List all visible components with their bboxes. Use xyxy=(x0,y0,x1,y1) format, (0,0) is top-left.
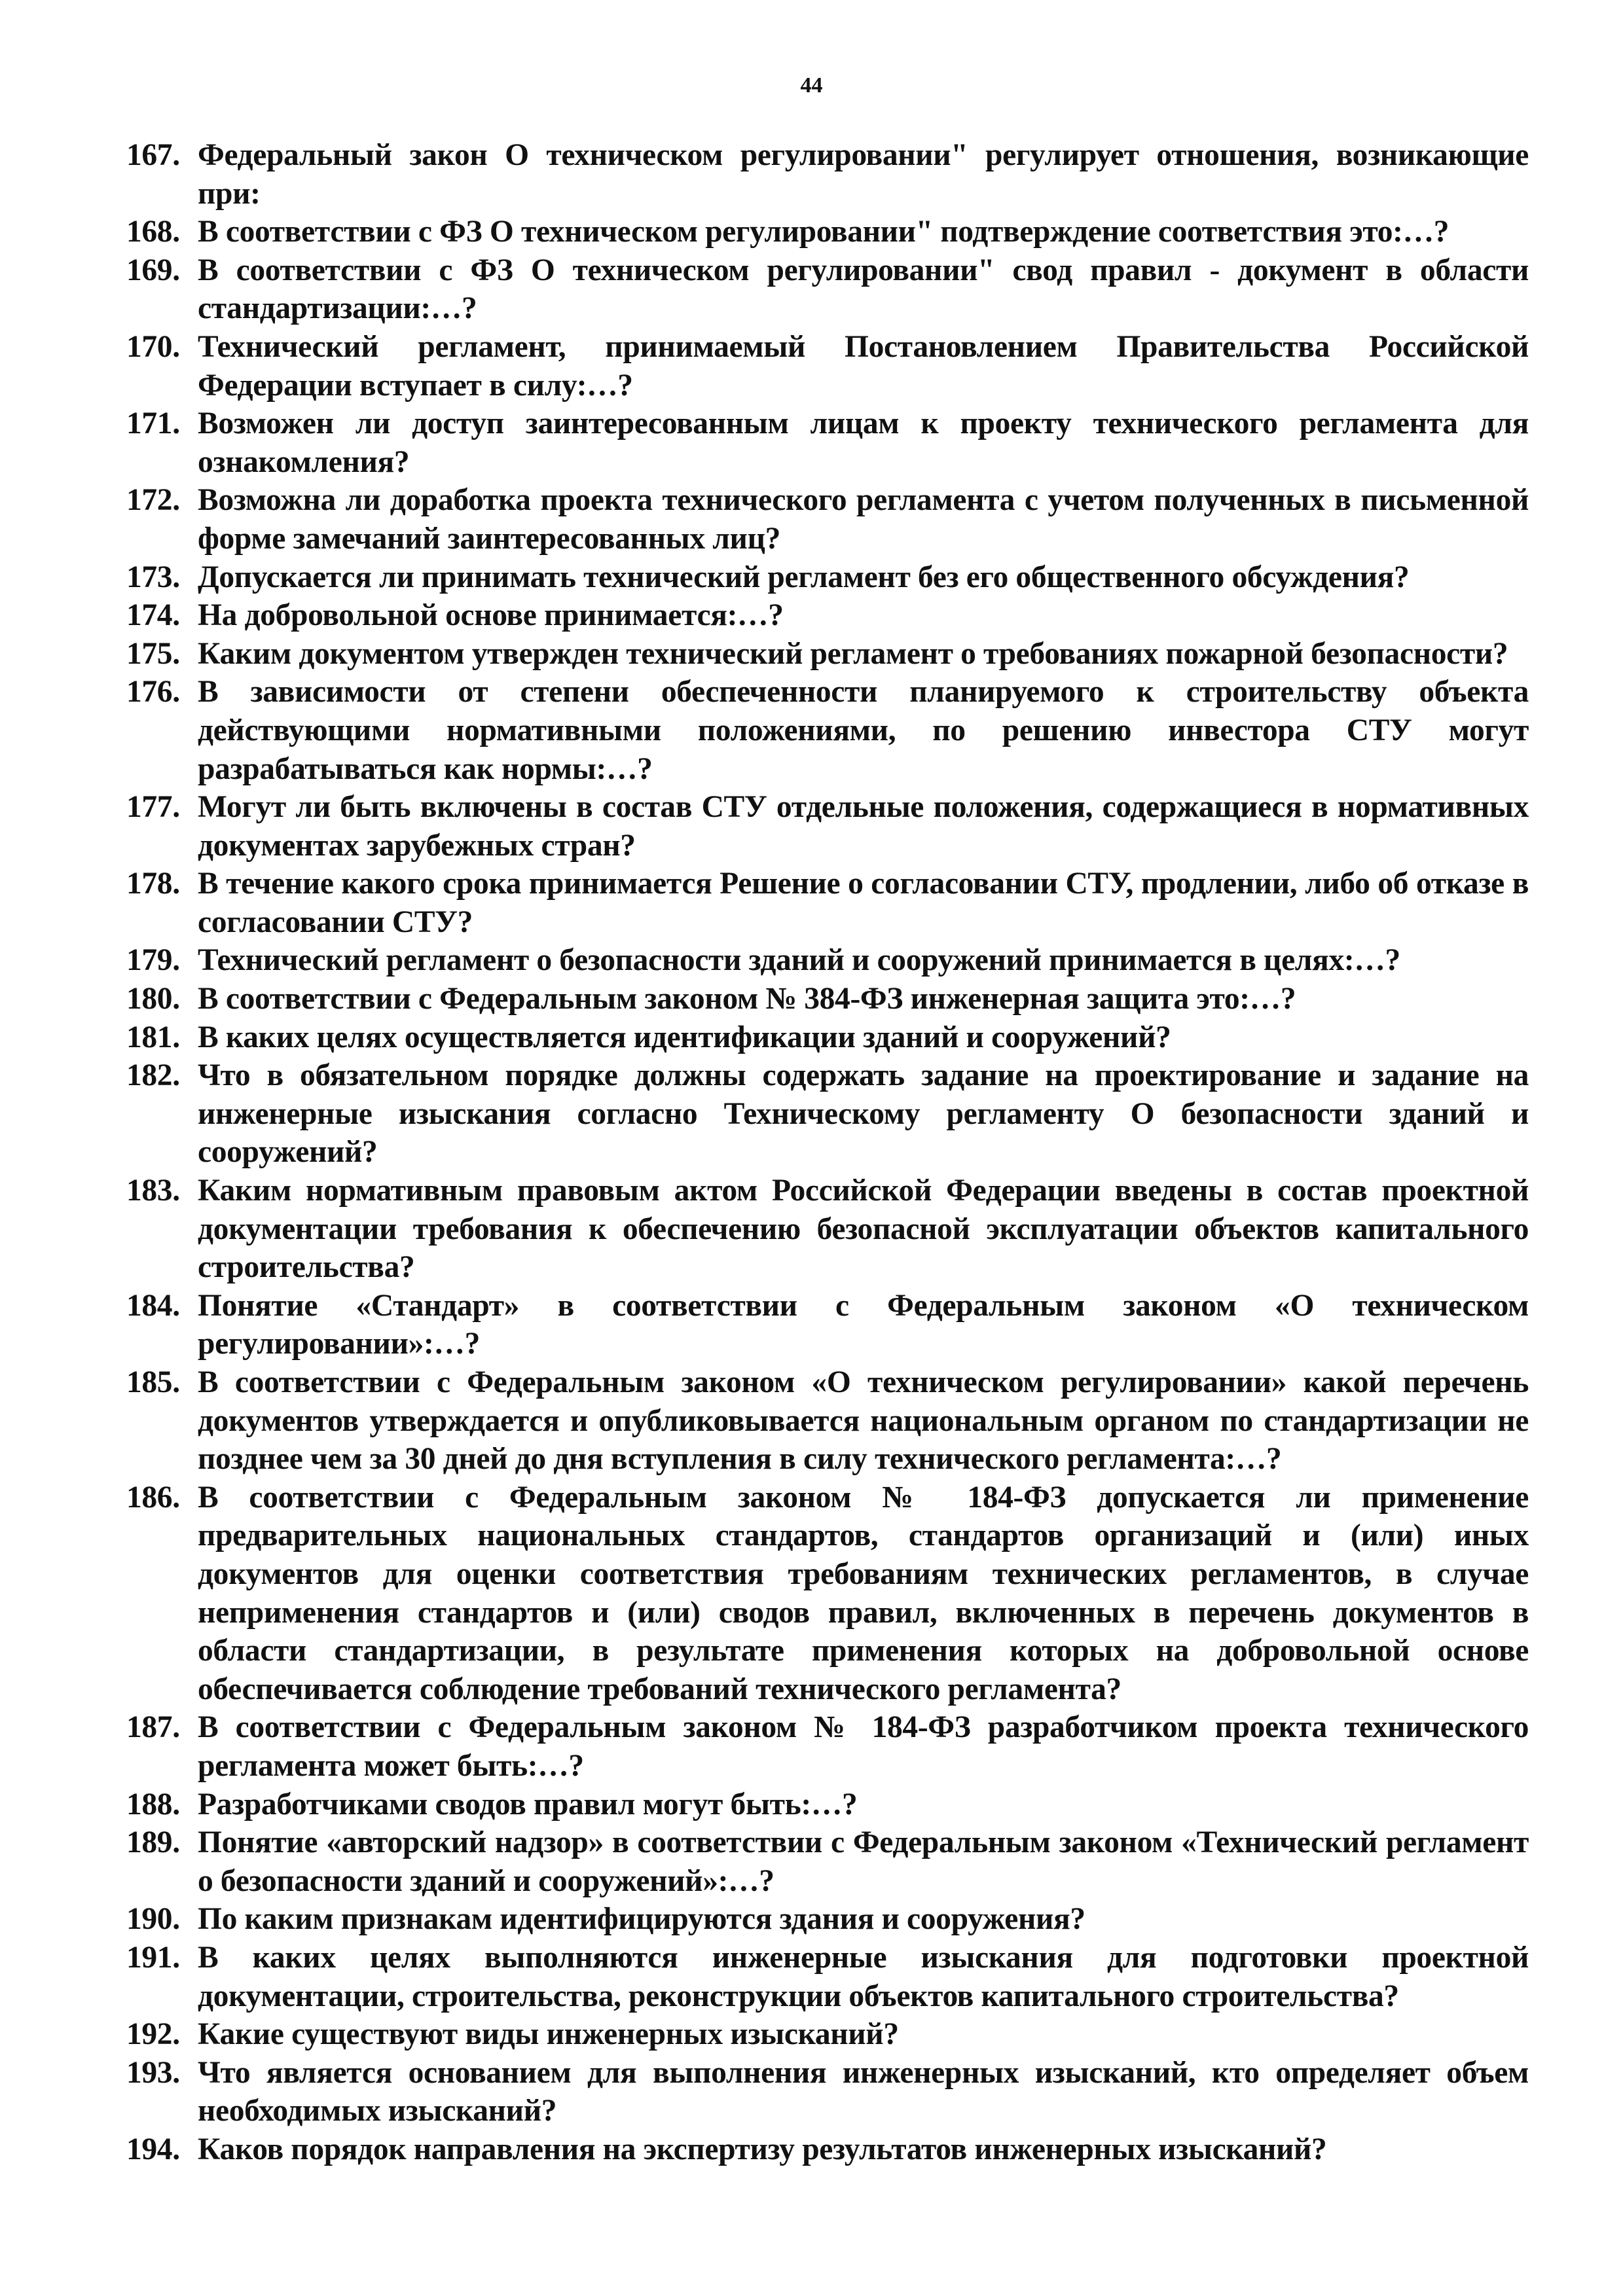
question-text: В течение какого срока принимается Решение о согласовании СТУ, продлении, либо об отказе в согласовании СТУ? xyxy=(198,867,1529,939)
question-text: В каких целях осуществляется идентификации зданий и сооружений? xyxy=(198,1020,1171,1054)
question-text: Понятие «Стандарт» в соответствии с Федеральным законом «О техническом регулировании»:…? xyxy=(198,1288,1529,1361)
question-number: 170. xyxy=(126,329,180,364)
question-number: 181. xyxy=(126,1020,180,1054)
question-number: 186. xyxy=(126,1480,180,1515)
question-item xyxy=(126,1287,1529,1363)
question-text: Возможен ли доступ заинтересованным лицам к проекту технического регламента для ознакомления? xyxy=(198,406,1529,479)
question-item xyxy=(126,980,1529,1018)
question-item xyxy=(126,1172,1529,1287)
question-number: 168. xyxy=(126,215,180,249)
question-number: 171. xyxy=(126,406,180,441)
question-text: Федеральный закон О техническом регулировании" регулирует отношения, возникающие при: xyxy=(198,138,1529,211)
question-item xyxy=(126,1939,1529,2015)
question-item xyxy=(126,673,1529,788)
question-item xyxy=(126,1018,1529,1057)
question-item xyxy=(126,1823,1529,1900)
question-item xyxy=(126,2054,1529,2130)
question-number: 173. xyxy=(126,560,180,594)
question-number: 167. xyxy=(126,138,180,172)
question-text: Понятие «авторский надзор» в соответствии с Федеральным законом «Технический регламент о безопасности зданий и сооружений»:…? xyxy=(198,1825,1529,1898)
question-text: Каков порядок направления на экспертизу результатов инженерных изысканий? xyxy=(198,2132,1327,2166)
question-text: В соответствии с Федеральным законом № 184-ФЗ разработчиком проекта технического регламента может быть:…? xyxy=(198,1710,1529,1783)
question-item xyxy=(126,328,1529,404)
question-item xyxy=(126,251,1529,328)
question-item xyxy=(126,2130,1529,2169)
question-item xyxy=(126,1785,1529,1824)
question-number: 180. xyxy=(126,982,180,1016)
question-number: 189. xyxy=(126,1825,180,1860)
question-number: 182. xyxy=(126,1058,180,1093)
question-text: Какие существуют виды инженерных изысканий? xyxy=(198,2017,899,2052)
question-text: Технический регламент, принимаемый Постановлением Правительства Российской Федерации вступает в силу:…? xyxy=(198,329,1529,403)
question-number: 183. xyxy=(126,1174,180,1208)
question-item xyxy=(126,1708,1529,1785)
question-text: В соответствии с ФЗ О техническом регулировании" подтверждение соответствия это:…? xyxy=(198,215,1450,249)
question-item xyxy=(126,136,1529,213)
question-number: 190. xyxy=(126,1902,180,1937)
question-text: Что является основанием для выполнения инженерных изысканий, кто определяет объем необходимых изысканий? xyxy=(198,2055,1529,2128)
question-number: 175. xyxy=(126,636,180,671)
question-item xyxy=(126,596,1529,635)
question-text: В соответствии с Федеральным законом № 184-ФЗ допускается ли применение предварительных национальных стандартов, стандартов организаций и (или) иных документов для оценки соответствия требованиям технических регламентов, в случае неприменения стандартов и (или) сводов правил, включенных в перечень документов в области стандартизации, в результате применения которых на добровольной основе обеспечивается соблюдение требований технического регламента? xyxy=(198,1480,1529,1706)
question-number: 193. xyxy=(126,2055,180,2090)
question-text: По каким признакам идентифицируются здания и сооружения? xyxy=(198,1902,1085,1937)
question-text: Каким документом утвержден технический регламент о требованиях пожарной безопасности? xyxy=(198,636,1508,671)
question-item xyxy=(126,558,1529,597)
question-item xyxy=(126,2015,1529,2054)
question-item xyxy=(126,1056,1529,1172)
page-number: 44 xyxy=(800,73,823,98)
question-number: 188. xyxy=(126,1787,180,1821)
question-text: В соответствии с Федеральным законом «О техническом регулировании» какой перечень документов утверждается и опубликовывается национальным органом по стандартизации не позднее чем за 30 дней до дня вступления в силу технического регламента:…? xyxy=(198,1365,1529,1477)
question-number: 174. xyxy=(126,598,180,633)
question-item xyxy=(126,635,1529,673)
question-item xyxy=(126,941,1529,980)
question-number: 185. xyxy=(126,1365,180,1399)
question-number: 194. xyxy=(126,2132,180,2166)
question-item xyxy=(126,1900,1529,1939)
question-number: 177. xyxy=(126,790,180,825)
question-text: В зависимости от степени обеспеченности планируемого к строительству объекта действующими нормативными положениями, по решению инвестора СТУ могут разрабатываться как нормы:…? xyxy=(198,675,1529,786)
question-item xyxy=(126,865,1529,941)
question-number: 184. xyxy=(126,1288,180,1323)
question-number: 172. xyxy=(126,483,180,518)
question-text: Разработчиками сводов правил могут быть:…? xyxy=(198,1787,858,1821)
question-item xyxy=(126,404,1529,481)
question-text: В соответствии с Федеральным законом № 384-ФЗ инженерная защита это:…? xyxy=(198,982,1296,1016)
question-text: Каким нормативным правовым актом Российской Федерации введены в состав проектной документации требования к обеспечению безопасной эксплуатации объектов капитального строительства? xyxy=(198,1174,1529,1285)
question-text: Технический регламент о безопасности зданий и сооружений принимается в целях:…? xyxy=(198,943,1400,978)
question-text: На добровольной основе принимается:…? xyxy=(198,598,784,633)
question-item xyxy=(126,1363,1529,1479)
question-text: Что в обязательном порядке должны содержать задание на проектирование и задание на инженерные изыскания согласно Техническому регламенту О безопасности зданий и сооружений? xyxy=(198,1058,1529,1170)
question-number: 187. xyxy=(126,1710,180,1745)
question-number: 179. xyxy=(126,943,180,978)
question-number: 192. xyxy=(126,2017,180,2052)
question-number: 191. xyxy=(126,1940,180,1975)
question-item xyxy=(126,1479,1529,1709)
question-text: В соответствии с ФЗ О техническом регулировании" свод правил - документ в области стандартизации:…? xyxy=(198,253,1529,326)
question-number: 176. xyxy=(126,675,180,709)
question-item xyxy=(126,213,1529,251)
question-list xyxy=(126,136,1529,2168)
question-text: Допускается ли принимать технический регламент без его общественного обсуждения? xyxy=(198,560,1410,594)
question-item xyxy=(126,788,1529,865)
question-text: В каких целях выполняются инженерные изыскания для подготовки проектной документации, строительства, реконструкции объектов капитального строительства? xyxy=(198,1940,1529,2013)
question-item xyxy=(126,481,1529,558)
question-text: Возможна ли доработка проекта технического регламента с учетом полученных в письменной форме замечаний заинтересованных лиц? xyxy=(198,483,1529,556)
question-number: 169. xyxy=(126,253,180,287)
question-text: Могут ли быть включены в состав СТУ отдельные положения, содержащиеся в нормативных документах зарубежных стран? xyxy=(198,790,1529,863)
question-number: 178. xyxy=(126,867,180,901)
